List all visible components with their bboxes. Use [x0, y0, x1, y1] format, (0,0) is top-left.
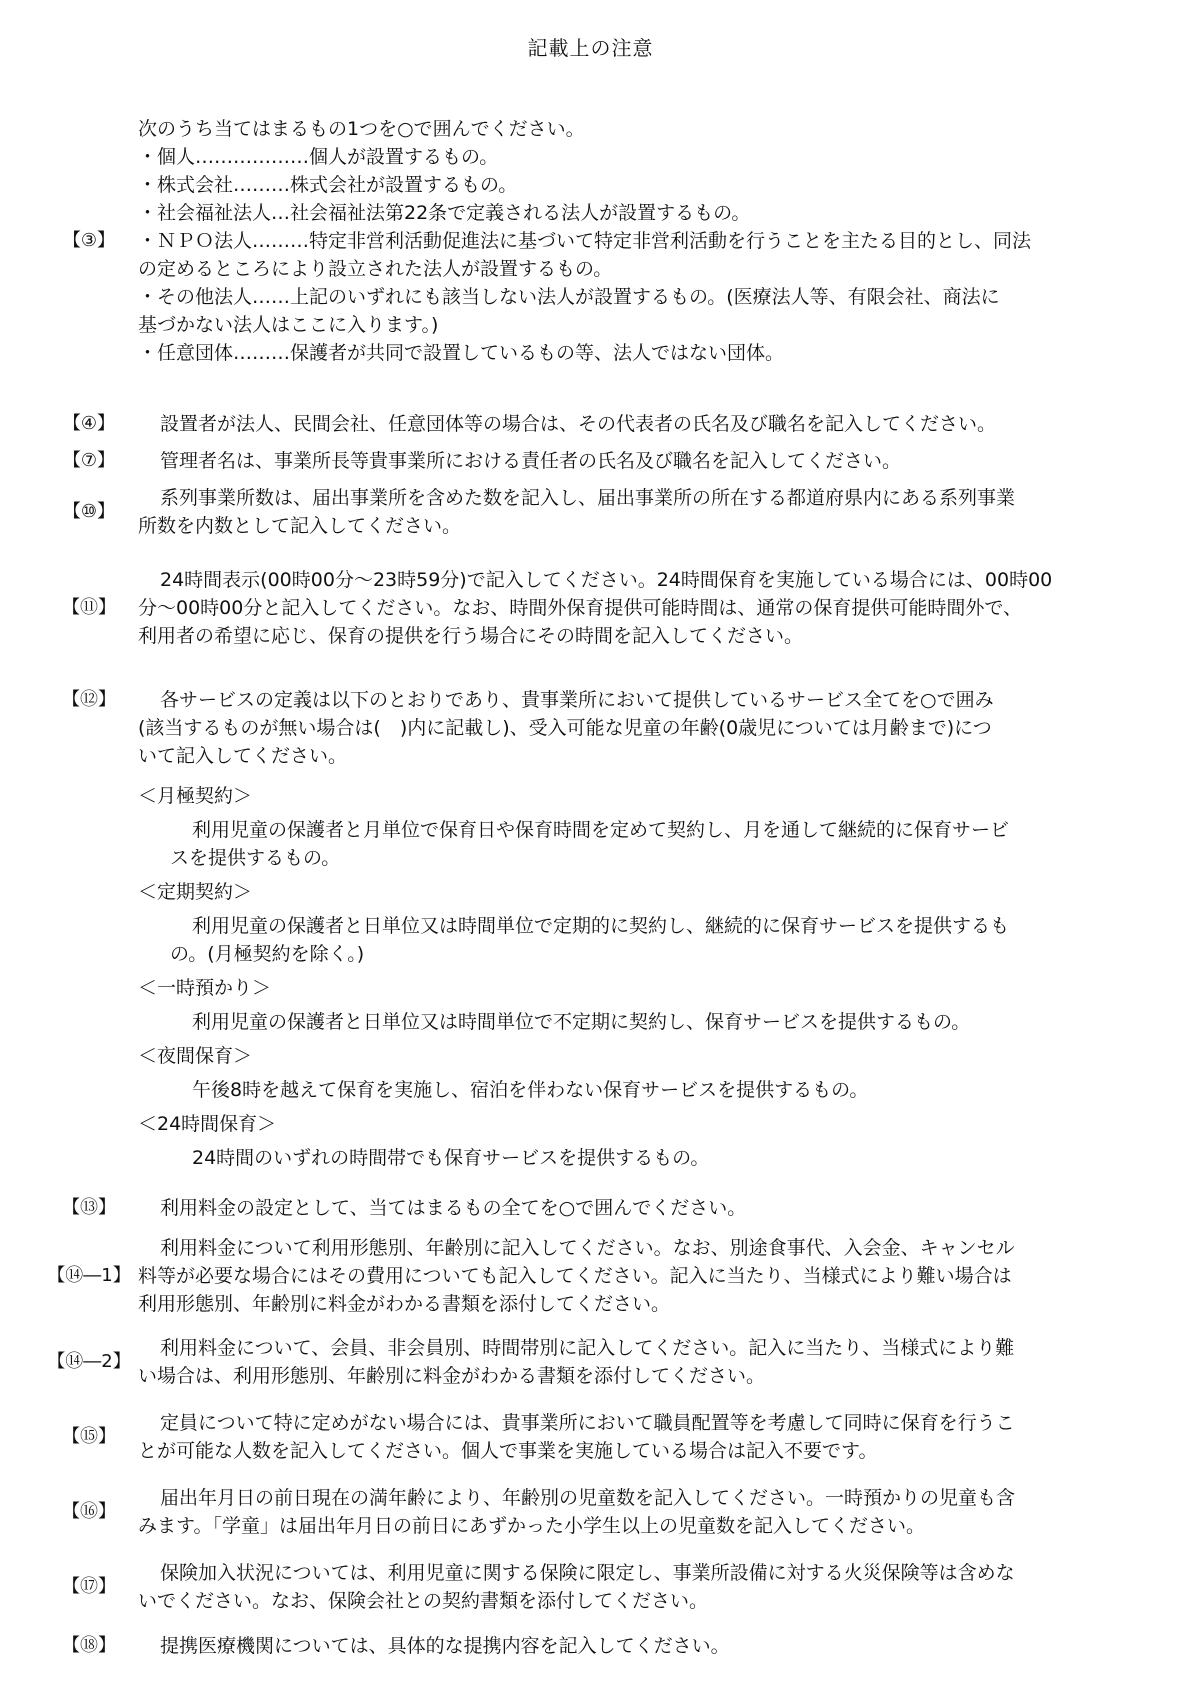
- note-line: みます。「学童」は届出年月日の前日にあずかった小学生以上の児童数を記入してください。: [138, 1515, 925, 1537]
- note-line: 各サービスの定義は以下のとおりであり、貴事業所において提供しているサービス全てを○で囲み: [160, 689, 994, 711]
- note-line: とが可能な人数を記入してください。個人で事業を実施している場合は記入不要です。: [138, 1440, 878, 1462]
- note-body: [138, 1234, 1140, 1318]
- note-body: [138, 1334, 1140, 1390]
- note-line: 利用料金について利用形態別、年齢別に記入してください。なお、別途食事代、入会金、キャンセル: [160, 1237, 1015, 1259]
- service-text: 午後8時を越えて保育を実施し、宿泊を伴わない保育サービスを提供するもの。: [192, 1079, 869, 1101]
- note-line: 利用形態別、年齢別に料金がわかる書類を添付してください。: [138, 1293, 671, 1315]
- page-title: 記載上の注意: [527, 36, 654, 60]
- note-line: 利用者の希望に応じ、保育の提供を行う場合にその時間を記入してください。: [138, 625, 804, 647]
- note-line: ・ＮＰＯ法人………特定非営利活動促進法に基づいて特定非営利活動を行うことを主たる目的とし、同法: [138, 230, 1032, 252]
- note-label: 【⑮】: [62, 1426, 116, 1447]
- note-label: 【⑩】: [62, 501, 116, 522]
- note-label: 【⑭―2】: [47, 1351, 131, 1372]
- note-line: い場合は、利用形態別、年齢別に料金がわかる書類を添付してください。: [138, 1365, 766, 1387]
- note-body: [138, 1409, 1140, 1465]
- note-line: 系列事業所数は、届出事業所を含めた数を記入し、届出事業所の所在する都道府県内にある系列事業: [160, 487, 1016, 509]
- note-line: いでください。なお、保険会社との契約書類を添付してください。: [138, 1590, 709, 1612]
- note-line: ・社会福祉法人…社会福祉法第22条で定義される法人が設置するもの。: [138, 202, 751, 224]
- note-line: 管理者名は、事業所長等貴事業所における責任者の氏名及び職名を記入してください。: [160, 450, 902, 472]
- service-text: 利用児童の保護者と日単位又は時間単位で定期的に契約し、継続的に保育サービスを提供するも: [192, 915, 1010, 937]
- note-body: [138, 686, 1140, 1172]
- note-label: 【⑬】: [62, 1197, 116, 1218]
- service-text: 利用児童の保護者と日単位又は時間単位で不定期に契約し、保育サービスを提供するもの。: [192, 1011, 971, 1033]
- note-body: [138, 1484, 1140, 1540]
- service-heading: ＜一時預かり＞: [138, 977, 272, 999]
- note-line: ・任意団体………保護者が共同で設置しているもの等、法人ではない団体。: [138, 342, 785, 364]
- service-definition: [138, 878, 1140, 968]
- note-body: [138, 115, 1140, 367]
- note-line: いて記入してください。: [138, 745, 348, 767]
- note-label: 【⑯】: [62, 1501, 116, 1522]
- note-line: ・その他法人……上記のいずれにも該当しない法人が設置するもの。(医療法人等、有限会社、商法に: [138, 286, 1000, 308]
- note-line: 提携医療機関については、具体的な提携内容を記入してください。: [160, 1635, 730, 1657]
- service-text: の。(月極契約を除く。): [170, 943, 365, 965]
- service-heading: ＜夜間保育＞: [138, 1045, 253, 1067]
- note-body: [138, 447, 1140, 475]
- note-label: 【⑪】: [62, 597, 116, 618]
- service-heading: ＜24時間保育＞: [138, 1113, 277, 1135]
- service-text: 利用児童の保護者と月単位で保育日や保育時間を定めて契約し、月を通して継続的に保育サービ: [192, 819, 1010, 841]
- note-body: [138, 1559, 1140, 1615]
- note-line: 定員について特に定めがない場合には、貴事業所において職員配置等を考慮して同時に保育を行うこ: [160, 1412, 1015, 1434]
- note-label: 【⑭―1】: [47, 1265, 131, 1286]
- note-label: 【⑦】: [62, 450, 116, 471]
- note-line: 利用料金について、会員、非会員別、時間帯別に記入してください。記入に当たり、当様式により難: [160, 1337, 1015, 1359]
- service-heading: ＜定期契約＞: [138, 881, 253, 903]
- note-line: 料等が必要な場合にはその費用についても記入してください。記入に当たり、当様式により難い場合は: [138, 1265, 1012, 1287]
- note-line: 利用料金の設定として、当てはまるもの全てを○で囲んでください。: [160, 1197, 747, 1219]
- note-label: 【⑱】: [62, 1635, 116, 1656]
- service-text: スを提供するもの。: [170, 847, 341, 869]
- note-line: 24時間表示(00時00分～23時59分)で記入してください。24時間保育を実施している場合には、00時00: [160, 569, 1053, 591]
- service-heading: ＜月極契約＞: [138, 785, 253, 807]
- service-definition: [138, 782, 1140, 872]
- note-line: 基づかない法人はここに入ります。): [138, 314, 439, 336]
- service-definition: [138, 1110, 1140, 1172]
- note-body: [138, 566, 1140, 650]
- note-body: [138, 484, 1140, 540]
- note-line: 次のうち当てはまるもの1つを○で囲んでください。: [138, 118, 585, 140]
- note-line: (該当するものが無い場合は( )内に記載し)、受入可能な児童の年齢(0歳児については月齢まで)につ: [138, 717, 992, 739]
- note-label: 【④】: [62, 413, 116, 434]
- note-line: 設置者が法人、民間会社、任意団体等の場合は、その代表者の氏名及び職名を記入してください。: [160, 413, 997, 435]
- note-body: [138, 410, 1140, 438]
- note-line: ・株式会社………株式会社が設置するもの。: [138, 174, 518, 196]
- note-body: [138, 1194, 1140, 1222]
- note-label: 【③】: [62, 230, 116, 251]
- note-line: の定めるところにより設立された法人が設置するもの。: [138, 258, 613, 280]
- note-line: 届出年月日の前日現在の満年齢により、年齢別の児童数を記入してください。一時預かりの児童も含: [160, 1487, 1016, 1509]
- note-line: 保険加入状況については、利用児童に関する保険に限定し、事業所設備に対する火災保険等は含めな: [160, 1562, 1015, 1584]
- note-line: 所数を内数として記入してください。: [138, 515, 462, 537]
- service-definition: [138, 974, 1140, 1036]
- note-line: 分～00時00分と記入してください。なお、時間外保育提供可能時間は、通常の保育提供可能時間外で、: [138, 597, 1022, 619]
- note-label: 【⑫】: [62, 689, 116, 710]
- note-line: ・個人………………個人が設置するもの。: [138, 146, 499, 168]
- service-definition: [138, 1042, 1140, 1104]
- service-text: 24時間のいずれの時間帯でも保育サービスを提供するもの。: [192, 1147, 710, 1169]
- note-body: [138, 1632, 1140, 1660]
- note-label: 【⑰】: [62, 1576, 116, 1597]
